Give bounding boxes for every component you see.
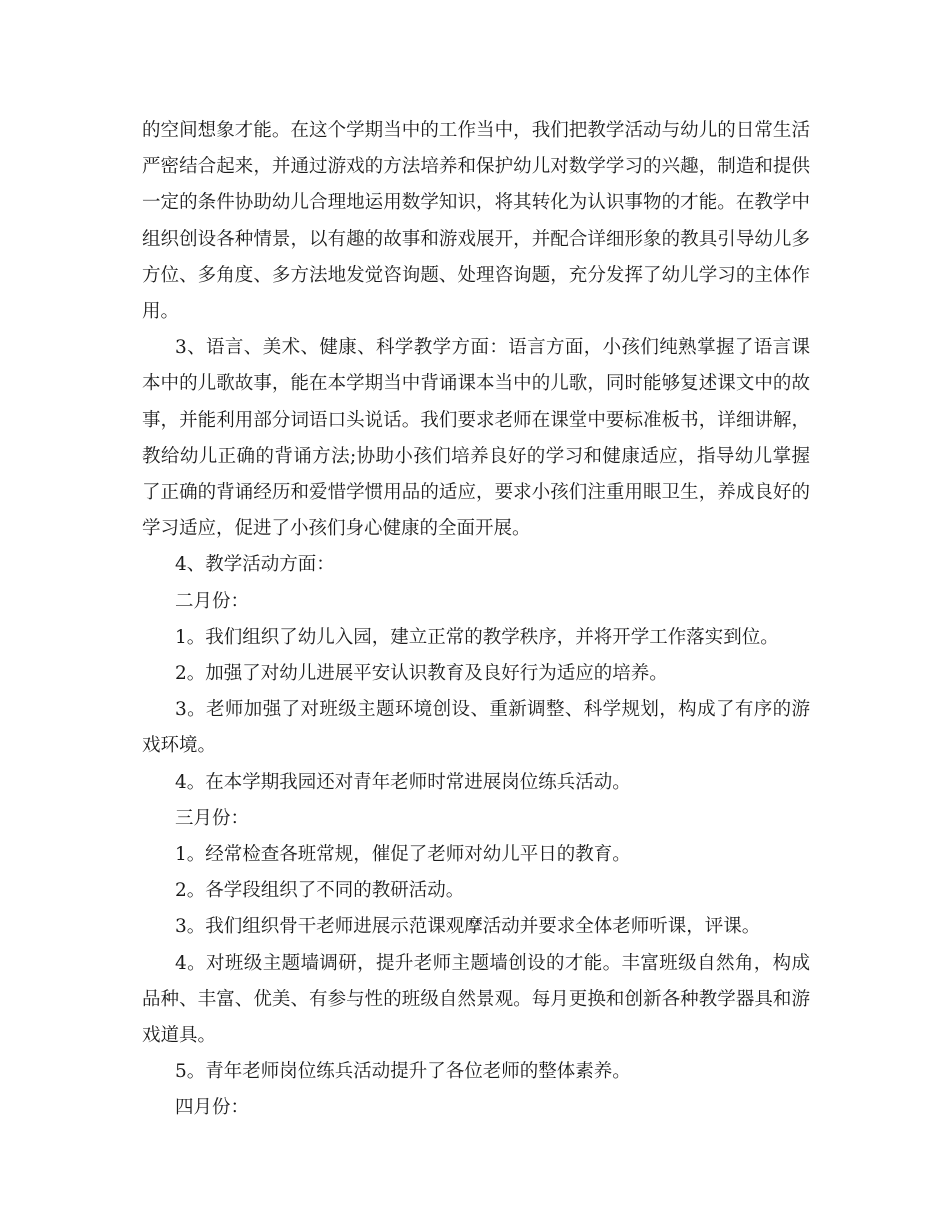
- list-item: 5。青年老师岗位练兵活动提升了各位老师的整体素养。: [175, 1061, 631, 1083]
- document-body: [142, 113, 810, 1127]
- list-item: 2。加强了对幼儿进展平安认识教育及良好行为适应的培养。: [175, 663, 668, 685]
- list-item: 4。对班级主题墙调研，提升老师主题墙创设的才能。丰富班级自然角，构成品种、丰富、优美、有参与性的班级自然景观。每月更换和创新各种教学器具和游戏道具。: [142, 952, 810, 1047]
- month-heading: 三月份：: [175, 807, 250, 829]
- month-heading: 四月份：: [175, 1097, 250, 1119]
- section-heading: 4、教学活动方面：: [175, 554, 335, 576]
- list-item: 4。在本学期我园还对青年老师时常进展岗位练兵活动。: [175, 771, 631, 793]
- paragraph: 3、语言、美术、健康、科学教学方面：语言方面，小孩们纯熟掌握了语言课本中的儿歌故事，能在本学期当中背诵课本当中的儿歌，同时能够复述课文中的故事，并能利用部分词语口头说话。我们要求老师在课堂中要标准板书，详细讲解，教给幼儿正确的背诵方法;协助小孩们培养良好的学习和健康适应，指导幼儿掌握了正确的背诵经历和爱惜学惯用品的适应，要求小孩们注重用眼卫生，养成良好的学习适应，促进了小孩们身心健康的全面开展。: [142, 337, 810, 540]
- list-item: 3。老师加强了对班级主题环境创设、重新调整、科学规划，构成了有序的游戏环境。: [142, 699, 810, 757]
- paragraph: 的空间想象才能。在这个学期当中的工作当中，我们把教学活动与幼儿的日常生活严密结合起来，并通过游戏的方法培养和保护幼儿对数学学习的兴趣，制造和提供一定的条件协助幼儿合理地运用数学知识，将其转化为认识事物的才能。在教学中组织创设各种情景，以有趣的故事和游戏展开，并配合详细形象的教具引导幼儿多方位、多角度、多方法地发觉咨询题、处理咨询题，充分发挥了幼儿学习的主体作用。: [142, 120, 810, 323]
- list-item: 1。经常检查各班常规，催促了老师对幼儿平日的教育。: [175, 844, 631, 866]
- list-item: 1。我们组织了幼儿入园，建立正常的教学秩序，并将开学工作落实到位。: [175, 626, 779, 648]
- month-heading: 二月份：: [175, 590, 250, 612]
- list-item: 3。我们组织骨干老师进展示范课观摩活动并要求全体老师听课，评课。: [175, 916, 761, 938]
- list-item: 2。各学段组织了不同的教研活动。: [175, 880, 465, 902]
